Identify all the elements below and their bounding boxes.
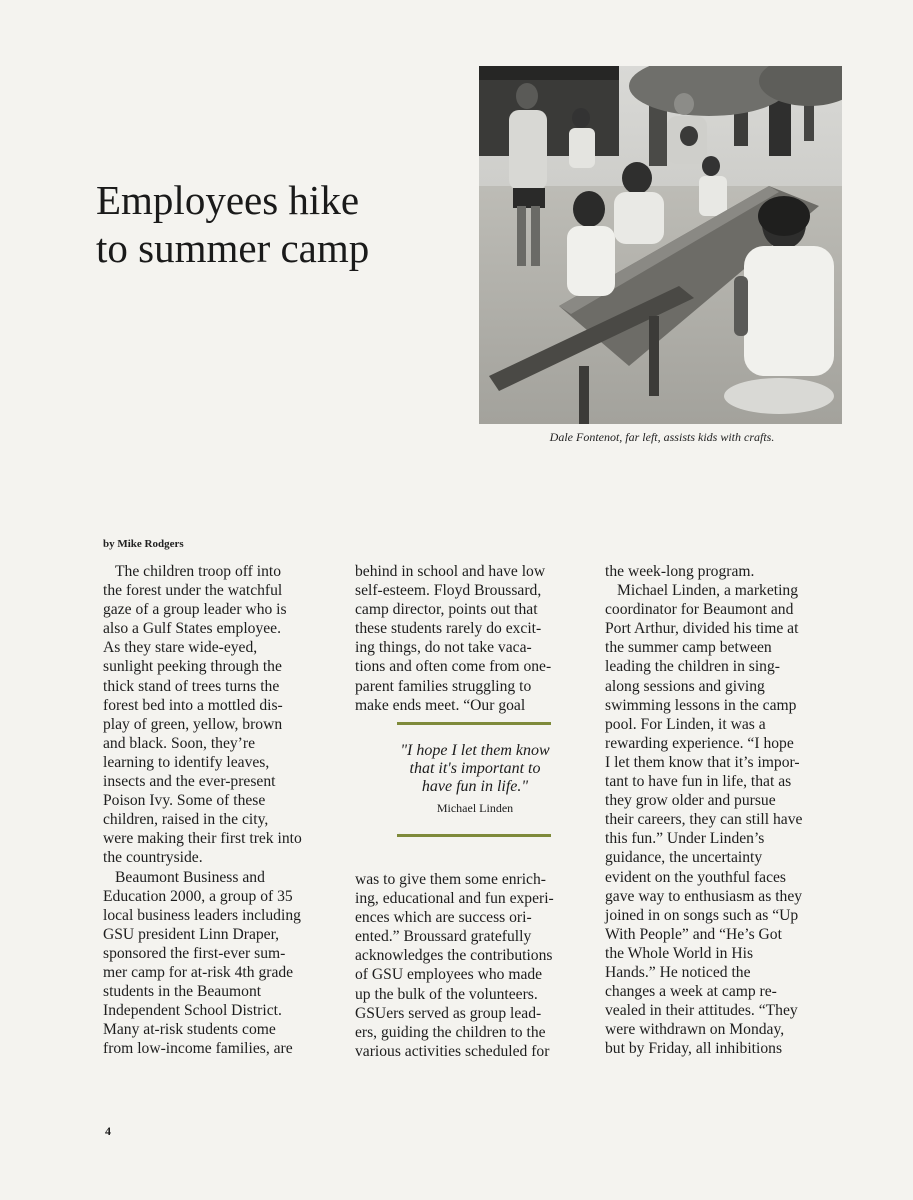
photo-caption: Dale Fontenot, far left, assists kids with crafts. (549, 430, 775, 444)
text-line: camp director, points out that (355, 601, 538, 619)
text-line: but by Friday, all inhibitions (605, 1040, 783, 1058)
text-line: the week-long program. (605, 563, 755, 580)
text-line: various activities scheduled for (355, 1042, 550, 1060)
text-line: mer camp for at-risk 4th grade (103, 963, 294, 981)
text-line: ented.” Broussard gratefully (355, 928, 532, 946)
pull-quote-line: have fun in life." (421, 778, 529, 795)
text-line: sponsored the first-ever sum- (103, 944, 286, 962)
text-line: coordinator for Beaumont and (605, 601, 794, 619)
pull-quote-rule (397, 834, 551, 837)
text-line: they grow older and pursue (605, 792, 776, 810)
text-line: Michael Linden, a marketing (617, 582, 798, 600)
title-line: Employees hike (96, 177, 360, 223)
column-2-top (355, 562, 595, 715)
text-line: the Whole World in His (605, 944, 754, 962)
text-line: Independent School District. (103, 1002, 282, 1020)
text-line: and black. Soon, they’re (103, 734, 255, 752)
text-line: Beaumont Business and (115, 868, 265, 886)
text-line: play of green, yellow, brown (103, 715, 283, 733)
title-line: to summer camp (96, 225, 370, 271)
text-line: I let them know that it’s impor- (605, 753, 800, 771)
text-line: along sessions and giving (605, 677, 765, 695)
article-title (96, 176, 456, 272)
text-line: make ends meet. “Our goal (355, 696, 526, 714)
text-line: ing things, do not take vaca- (355, 639, 532, 657)
text-line: ences which are success ori- (355, 909, 532, 927)
text-line: behind in school and have low (355, 563, 546, 580)
column-1 (103, 562, 343, 1058)
text-line: Hands.” He noticed the (605, 963, 751, 981)
text-line: tions and often come from one- (355, 658, 552, 676)
pull-quote-author: Michael Linden (436, 801, 514, 815)
text-line: these students rarely do excit- (355, 620, 542, 638)
text-line: parent families struggling to (355, 677, 532, 695)
text-line: Many at-risk students come (103, 1021, 276, 1039)
text-line: Port Arthur, divided his time at (605, 620, 799, 638)
text-line: Education 2000, a group of 35 (103, 887, 293, 905)
text-line: from low-income families, are (103, 1040, 293, 1058)
text-line: acknowledges the contributions (355, 947, 553, 965)
text-line: of GSU employees who made (355, 966, 543, 984)
text-line: vealed in their attitudes. “They (605, 1002, 798, 1020)
column-3 (605, 562, 845, 1058)
text-line: were withdrawn on Monday, (605, 1021, 785, 1039)
pull-quote (357, 722, 593, 838)
text-line: thick stand of trees turns the (103, 677, 280, 695)
text-line: was to give them some enrich- (355, 871, 546, 888)
text-line: ing, educational and fun experi- (355, 890, 554, 908)
text-line: evident on the youthful faces (605, 868, 787, 886)
pull-quote-line: "I hope I let them know (400, 742, 550, 759)
text-line: gaze of a group leader who is (103, 601, 287, 619)
text-line: guidance, the uncertainty (605, 849, 763, 867)
text-line: gave way to enthusiasm as they (605, 887, 803, 905)
byline: by Mike Rodgers (103, 538, 184, 550)
text-line: this fun.” Under Linden’s (605, 830, 765, 848)
text-line: were making their first trek into (103, 830, 302, 848)
column-2-bottom (355, 870, 595, 1061)
pull-quote-rule (397, 722, 551, 725)
text-line: also a Gulf States employee. (103, 620, 281, 638)
text-line: up the bulk of the volunteers. (355, 985, 538, 1003)
text-line: GSU president Linn Draper, (103, 925, 280, 943)
text-line: swimming lessons in the camp (605, 696, 797, 714)
text-line: GSUers served as group lead- (355, 1004, 542, 1022)
text-line: the summer camp between (605, 639, 772, 657)
text-line: Poison Ivy. Some of these (103, 792, 266, 810)
text-line: learning to identify leaves, (103, 753, 270, 771)
text-line: children, raised in the city, (103, 811, 269, 829)
text-line: With People” and “He’s Got (605, 925, 782, 943)
text-line: ers, guiding the children to the (355, 1023, 546, 1041)
text-line: tant to have fun in life, that as (605, 773, 792, 791)
page-number: 4 (105, 1124, 111, 1138)
text-line: students in the Beaumont (103, 983, 262, 1001)
text-line: As they stare wide-eyed, (103, 639, 258, 657)
text-line: rewarding experience. “I hope (605, 734, 794, 752)
text-line: insects and the ever-present (103, 773, 276, 791)
text-line: forest bed into a mottled dis- (103, 696, 283, 714)
text-line: the countryside. (103, 849, 203, 867)
text-line: self-esteem. Floyd Broussard, (355, 582, 542, 600)
text-line: leading the children in sing- (605, 658, 780, 676)
text-line: the forest under the watchful (103, 582, 283, 600)
pull-quote-line: that it's important to (409, 760, 541, 777)
text-line: changes a week at camp re- (605, 983, 777, 1001)
text-line: local business leaders including (103, 906, 301, 924)
text-line: pool. For Linden, it was a (605, 715, 766, 733)
text-line: joined in on songs such as “Up (605, 906, 799, 924)
pull-quote-text (357, 742, 593, 796)
photo-illustration (479, 66, 842, 424)
camp-photo (479, 66, 842, 424)
text-line: their careers, they can still have (605, 811, 803, 829)
text-line: The children troop off into (115, 563, 282, 580)
text-line: sunlight peeking through the (103, 658, 282, 676)
